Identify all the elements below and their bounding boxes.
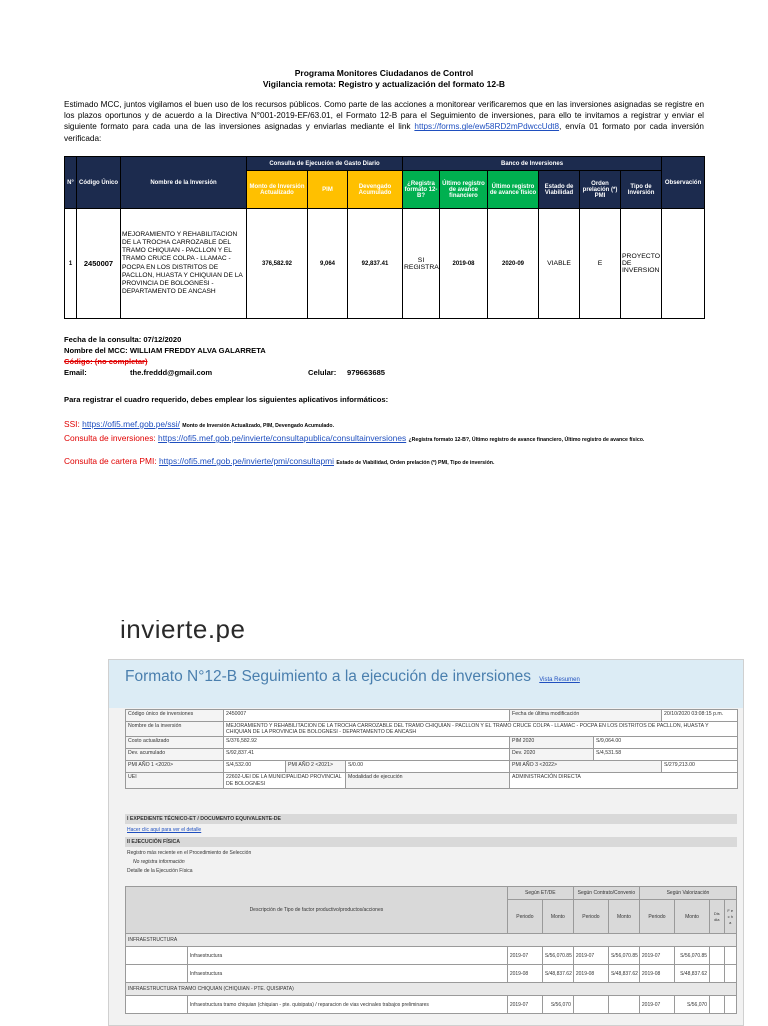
pmi-link[interactable]: https://ofi5.mef.gob.pe/invierte/pmi/consultapmi [158, 456, 335, 466]
email-value: the.freddd@gmail.com [130, 368, 213, 377]
info-label: Dev. 2020 [510, 749, 594, 761]
info-label: Costo actualizado [126, 737, 224, 749]
cell-avance-fin: 2019-08 [440, 209, 488, 319]
section-ejecucion: II EJECUCIÓN FÍSICA [125, 837, 737, 847]
header-codigo: Código Único [77, 157, 121, 209]
title-line-1: Programa Monitores Ciudadanos de Control [294, 68, 474, 78]
exec-monto: S/56,070.85 [674, 947, 709, 965]
info-label: Nombre de la inversión [126, 722, 224, 737]
table-row [126, 983, 737, 996]
info-value: 22602-UEI DE LA MUNICIPALIDAD PROVINCIAL DE BOLOGNESI [224, 773, 346, 788]
nombre-mcc: Nombre del MCC: WILLIAM FREDDY ALVA GALARRETA [64, 346, 266, 355]
exec-header-contrato: Según Contrato/Convenio [573, 887, 639, 900]
formato-12b-screenshot [108, 659, 744, 1026]
contact-line [64, 368, 704, 379]
ssi-note: Monto de Inversión Actualizado, PIM, Devengado Acumulado. [182, 423, 335, 429]
table-row [126, 996, 737, 1014]
no-info-text: No registra información [133, 859, 185, 865]
info-label: Modalidad de ejecución [346, 773, 510, 788]
exec-group: INFRAESTRUCTURA TRAMO CHIQUIAN (CHIQUIAN - PTE. QUISIPATA) [126, 983, 737, 996]
exec-monto: S/56,070.85 [542, 947, 573, 965]
detalle-text: Detalle de la Ejecución Física [127, 868, 193, 874]
screenshot-title [125, 668, 580, 686]
header-avance-fisico: Último registro de avance físico [488, 171, 539, 209]
pmi-label: Consulta de cartera PMI: [64, 456, 159, 466]
codigo-field: Código: (no completar) [64, 357, 148, 366]
app-pmi [64, 456, 714, 469]
document-title [0, 68, 768, 90]
cell-avance-fis: 2020-09 [488, 209, 539, 319]
vista-resumen-link[interactable]: Vista Resumen [539, 677, 580, 683]
title-line-2: Vigilancia remota: Registro y actualización del formato 12-B [262, 79, 506, 89]
header-tipo: Tipo de Inversión [621, 171, 662, 209]
formato-title: Formato N°12-B Seguimiento a la ejecución de inversiones [125, 668, 531, 685]
info-value: S/279,213.00 [662, 761, 738, 773]
ssi-link[interactable]: https://ofi5.mef.gob.pe/ssi/ [82, 419, 180, 429]
exec-cell-empty [724, 996, 737, 1014]
info-label: PMI AÑO 2 <2021> [286, 761, 346, 773]
exec-header-periodo: Periodo [507, 900, 542, 934]
exec-monto: S/56,070 [542, 996, 573, 1014]
exec-periodo: 2019-08 [639, 965, 674, 983]
header-pim: PIM [308, 171, 348, 209]
exec-header-monto: Monto [542, 900, 573, 934]
exec-cell-empty [724, 947, 737, 965]
exec-monto: S/48,837.62 [674, 965, 709, 983]
header-estado: Estado de Viabilidad [539, 171, 580, 209]
table-row [126, 947, 737, 965]
cell-monto: 376,582.92 [247, 209, 308, 319]
info-label: PMI AÑO 3 <2022> [510, 761, 662, 773]
exec-periodo: 2019-08 [507, 965, 542, 983]
app-ssi [64, 419, 714, 432]
pmi-note: Estado de Viabilidad, Orden prelación (*) PMI, Tipo de inversión. [336, 460, 495, 466]
info-value: S/0.00 [346, 761, 510, 773]
info-label: Código único de inversiones [126, 710, 224, 722]
exec-periodo: 2019-07 [639, 996, 674, 1014]
invierte-logo: invierte.pe [120, 620, 246, 642]
exec-cell-empty [710, 996, 724, 1014]
table-row [126, 965, 737, 983]
exec-desc: Infraestructura [187, 965, 507, 983]
form-link[interactable]: https://forms.gle/ew58RD2mPdwccUdt8 [414, 122, 560, 132]
table-row [126, 934, 737, 947]
header-registra: ¿Registra formato 12-B? [403, 171, 440, 209]
exec-monto: S/48,837.62 [542, 965, 573, 983]
info-value: 20/10/2020 03:08:15 p.m. [662, 710, 738, 722]
exec-cell-empty [126, 947, 188, 965]
exec-cell-empty [126, 965, 188, 983]
cell-n: 1 [65, 209, 77, 319]
celular-label: Celular: [308, 368, 337, 377]
cell-pim: 9,064 [308, 209, 348, 319]
cell-registra: SI REGISTRA [403, 209, 440, 319]
celular-value: 979663685 [347, 368, 386, 377]
exec-desc: Infraestructura tramo chiquian (chiquian - pte. quisipata) / reparacion de vias vecinales trabajos preliminares [187, 996, 507, 1014]
info-label: UEI [126, 773, 224, 788]
info-value: S/92,837.41 [224, 749, 510, 761]
header-observacion: Observación [662, 157, 705, 209]
header-nombre: Nombre de la Inversión [121, 157, 247, 209]
exec-periodo: 2019-07 [573, 947, 608, 965]
info-value: S/376,582.92 [224, 737, 510, 749]
exec-periodo: 2019-07 [507, 996, 542, 1014]
exec-monto: S/56,070.85 [608, 947, 639, 965]
exec-header-fecha: F e c h a [724, 900, 737, 934]
exec-periodo: 2019-08 [573, 965, 608, 983]
header-group-consulta: Consulta de Ejecución de Gasto Diario [247, 157, 403, 171]
intro-text: Estimado MCC, juntos vigilamos el buen uso de los recursos públicos. Como parte de las acciones a monitorear verificaremos que en las inversiones asignadas se registre en los plazos oportunos y de acuerdo a la Directiva N°001-2019-EF/63.01, el Formato 12-B para el Seguimiento de inversiones, para ello te invitamos a registrar y enviar el siguiente formato para cada una de las inversiones asignadas y enviarlas mediante el link [64, 100, 704, 132]
info-value: MEJORAMIENTO Y REHABILITACION DE LA TROCHA CARROZABLE DEL TRAMO CHIQUIAN - PACLLON Y EL TRAMO CRUCE COLPA - LLAMAC - POCPA EN LOS DISTRITOS DE PACLLON, HUASTA Y CHIQUIAN DE LA PROVINCIA DE BOLOGNESI - DEPARTAMENTO DE ANCASH [224, 722, 738, 737]
header-devengado: Devengado Acumulado [348, 171, 403, 209]
intro-paragraph [64, 99, 704, 144]
cell-nombre: MEJORAMIENTO Y REHABILITACION DE LA TROCHA CARROZABLE DEL TRAMO CHIQUIAN - PACLLON Y EL TRAMO CRUCE COLPA - LLAMAC - POCPA EN LOS DISTRITOS DE PACLLON, HUASTA Y CHIQUIAN DE LA PROVINCIA DE BOLOGNESI - DEPARTAMENTO DE ANCASH [121, 209, 247, 319]
info-label: Dev. acumulado [126, 749, 224, 761]
exec-group: INFRAESTRUCTURA [126, 934, 737, 947]
exec-monto: S/48,837.62 [608, 965, 639, 983]
header-n: N° [65, 157, 77, 209]
table-row [65, 209, 705, 319]
cell-codigo: 2450007 [77, 209, 121, 319]
cell-tipo: PROYECTO DE INVERSION [621, 209, 662, 319]
ssi-label: SSI: [64, 419, 83, 429]
inversiones-link[interactable]: https://ofi5.mef.gob.pe/invierte/consultapublica/consultainversiones [158, 433, 407, 443]
exec-header-periodo: Periodo [573, 900, 608, 934]
intro-text-end: , envía 01 formato por cada inversión verificada: [64, 122, 704, 143]
exec-header-desc: Descripción de Tipo de factor productivo/productos/acciones [126, 887, 508, 934]
exec-header-periodo: Periodo [639, 900, 674, 934]
header-monto: Monto de Inversión Actualizado [247, 171, 308, 209]
app-inversiones [64, 433, 714, 446]
exec-periodo: 2019-07 [507, 947, 542, 965]
screenshot-header [109, 660, 743, 708]
cell-observacion [662, 209, 705, 319]
exec-header-monto: Monto [674, 900, 709, 934]
detail-link[interactable]: Hacer clic aquí para ver el detalle [127, 827, 202, 833]
info-value: S/4,532.00 [224, 761, 286, 773]
section-expediente: I EXPEDIENTE TÉCNICO-ET / DOCUMENTO EQUIVALENTE-DE [125, 814, 737, 824]
info-value: ADMINISTRACIÓN DIRECTA [510, 773, 738, 788]
info-value: S/9,064.00 [594, 737, 738, 749]
exec-cell-empty [724, 965, 737, 983]
header-avance-financiero: Último registro de avance financiero [440, 171, 488, 209]
exec-desc: Infraestructura [187, 947, 507, 965]
info-value: 2450007 [224, 710, 510, 722]
exec-header-valorizacion: Según Valorización [639, 887, 736, 900]
exec-monto [608, 996, 639, 1014]
header-orden: Orden prelación (*) PMI [580, 171, 621, 209]
exec-header-monto: Monto [608, 900, 639, 934]
execution-table [125, 886, 737, 1014]
exec-cell-empty [710, 947, 724, 965]
exec-monto: S/56,070 [674, 996, 709, 1014]
exec-header-et: Según ET/DE [507, 887, 573, 900]
general-info-table [125, 709, 738, 789]
inversiones-note: ¿Registra formato 12-B?, Último registro de avance financiero, Último registro de avance físico. [408, 437, 645, 443]
info-label: PIM 2020 [510, 737, 594, 749]
header-group-banco: Banco de Inversiones [403, 157, 662, 171]
fecha-consulta: Fecha de la consulta: 07/12/2020 [64, 335, 182, 344]
proc-text: Registro más reciente en el Procedimiento de Selección [127, 850, 252, 856]
exec-periodo [573, 996, 608, 1014]
investments-table [64, 156, 705, 319]
exec-periodo: 2019-07 [639, 947, 674, 965]
cell-devengado: 92,837.41 [348, 209, 403, 319]
email-label: Email: [64, 368, 87, 377]
exec-cell-empty [126, 996, 188, 1014]
inversiones-label: Consulta de inversiones: [64, 433, 159, 443]
apps-intro: Para registrar el cuadro requerido, debes emplear los siguientes aplicativos informáticos: [64, 395, 389, 404]
cell-orden: E [580, 209, 621, 319]
cell-estado: VIABLE [539, 209, 580, 319]
exec-header-dias: Dis dia [710, 900, 724, 934]
info-label: PMI AÑO 1 <2020> [126, 761, 224, 773]
info-value: S/4,531.58 [594, 749, 738, 761]
detail-link-line [127, 827, 201, 834]
exec-cell-empty [710, 965, 724, 983]
info-label: Fecha de última modificación [510, 710, 662, 722]
